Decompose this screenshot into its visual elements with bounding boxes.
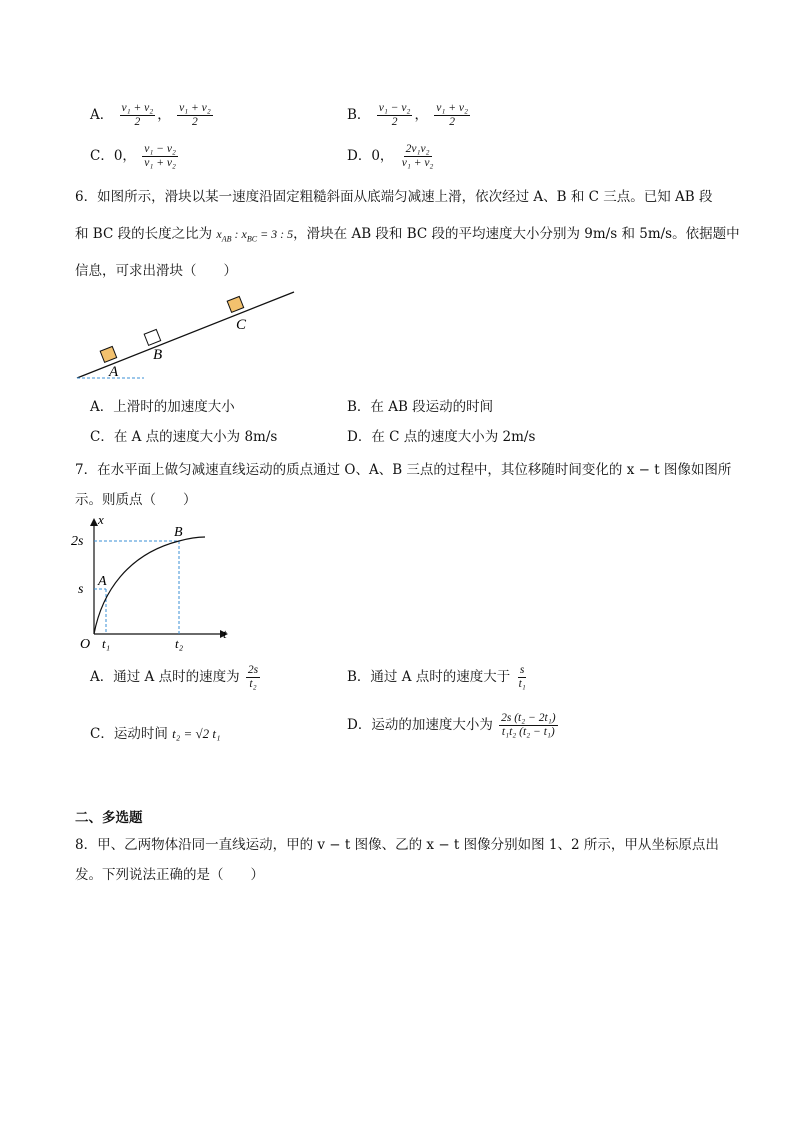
- x-axis-arrow: [90, 518, 98, 526]
- point-a-label: A: [98, 574, 107, 589]
- origin-label: O: [80, 637, 91, 652]
- x-axis-label: x: [98, 512, 104, 527]
- q6-option-d: D．在 C 点的速度大小为 2m/s: [347, 429, 536, 445]
- label-c: C: [236, 317, 247, 333]
- label-b: B: [153, 347, 163, 363]
- q8-line-1: 8．甲、乙两物体沿同一直线运动，甲的 v − t 图像、乙的 x − t 图像分别如图 1、2 所示，甲从坐标原点出: [75, 837, 719, 853]
- q6-option-c: C．在 A 点的速度大小为 8m/s: [90, 429, 278, 445]
- q7-option-a: A．通过 A 点时的速度为 $\frac{2s}{\text{t₂}}$: [90, 664, 259, 690]
- q7-option-d: D．运动的加速度大小为 $\frac{\text{2s (t₂ − 2t₁)}}{\text{t₁t₂ (t₂ − t₁)}}$: [347, 712, 556, 738]
- xt-curve: [94, 537, 205, 634]
- tick-s: s: [78, 582, 84, 597]
- q5-option-b: B． $\frac{\text{v₁ − v₂}}{2}$ ， $\frac{\text{v₁ + v₂}}{2}$: [347, 102, 468, 128]
- q8-line-2: 发。下列说法正确的是（ ）: [75, 867, 264, 883]
- point-b-label: B: [174, 525, 183, 540]
- section-title-multiple-choice: 二、多选题: [75, 810, 143, 826]
- q5-option-a: A． $\frac{\text{v₁ + v₂}}{2}$ ， $\frac{\text{v₁ + v₂}}{2}$: [90, 102, 211, 128]
- block-a: [100, 346, 117, 362]
- q7-line-2: 示。则质点（ ）: [75, 492, 197, 508]
- q7-option-b: B．通过 A 点时的速度大于 $\frac{s}{\text{t₁}}$: [347, 664, 526, 690]
- tick-t2: t₂: [175, 636, 184, 651]
- t-axis-label: t: [223, 626, 227, 641]
- q6-option-b: B．在 AB 段运动的时间: [347, 399, 494, 415]
- q6-option-a: A．上滑时的加速度大小: [90, 399, 235, 415]
- label-a: A: [109, 364, 119, 380]
- tick-t1: t₁: [102, 636, 111, 651]
- q7-xt-graph: [68, 512, 238, 652]
- q5-option-d: D．0， $\frac{\text{2v₁v₂}}{\text{v₁ + v₂}}$: [347, 143, 434, 169]
- q6-line-1: 6．如图所示，滑块以某一速度沿固定粗糙斜面从底端匀减速上滑，依次经过 A、B 和 C 三点。已知 AB 段: [75, 189, 713, 205]
- q5-option-c: C．0， $\frac{\text{v₁ − v₂}}{\text{v₁ + v₂}}$: [90, 143, 176, 169]
- q6-incline-figure: [70, 285, 305, 385]
- tick-2s: 2s: [71, 534, 84, 549]
- block-c: [227, 296, 244, 312]
- q6-line-2: 和 BC 段的长度之比为 $x_{AB}$ : $x_{BC} = 3$ : 5，滑块在 AB 段和 BC 段的平均速度大小分别为 9m/s 和 5m/s。依据题中: [75, 226, 740, 244]
- q7-option-c: C．运动时间 t₂ = √2 t₁: [90, 726, 221, 742]
- block-b: [144, 329, 161, 345]
- q7-line-1: 7．在水平面上做匀减速直线运动的质点通过 O、A、B 三点的过程中，其位移随时间变化的 x − t 图像如图所: [75, 462, 732, 478]
- q6-line-3: 信息，可求出滑块（ ）: [75, 263, 237, 279]
